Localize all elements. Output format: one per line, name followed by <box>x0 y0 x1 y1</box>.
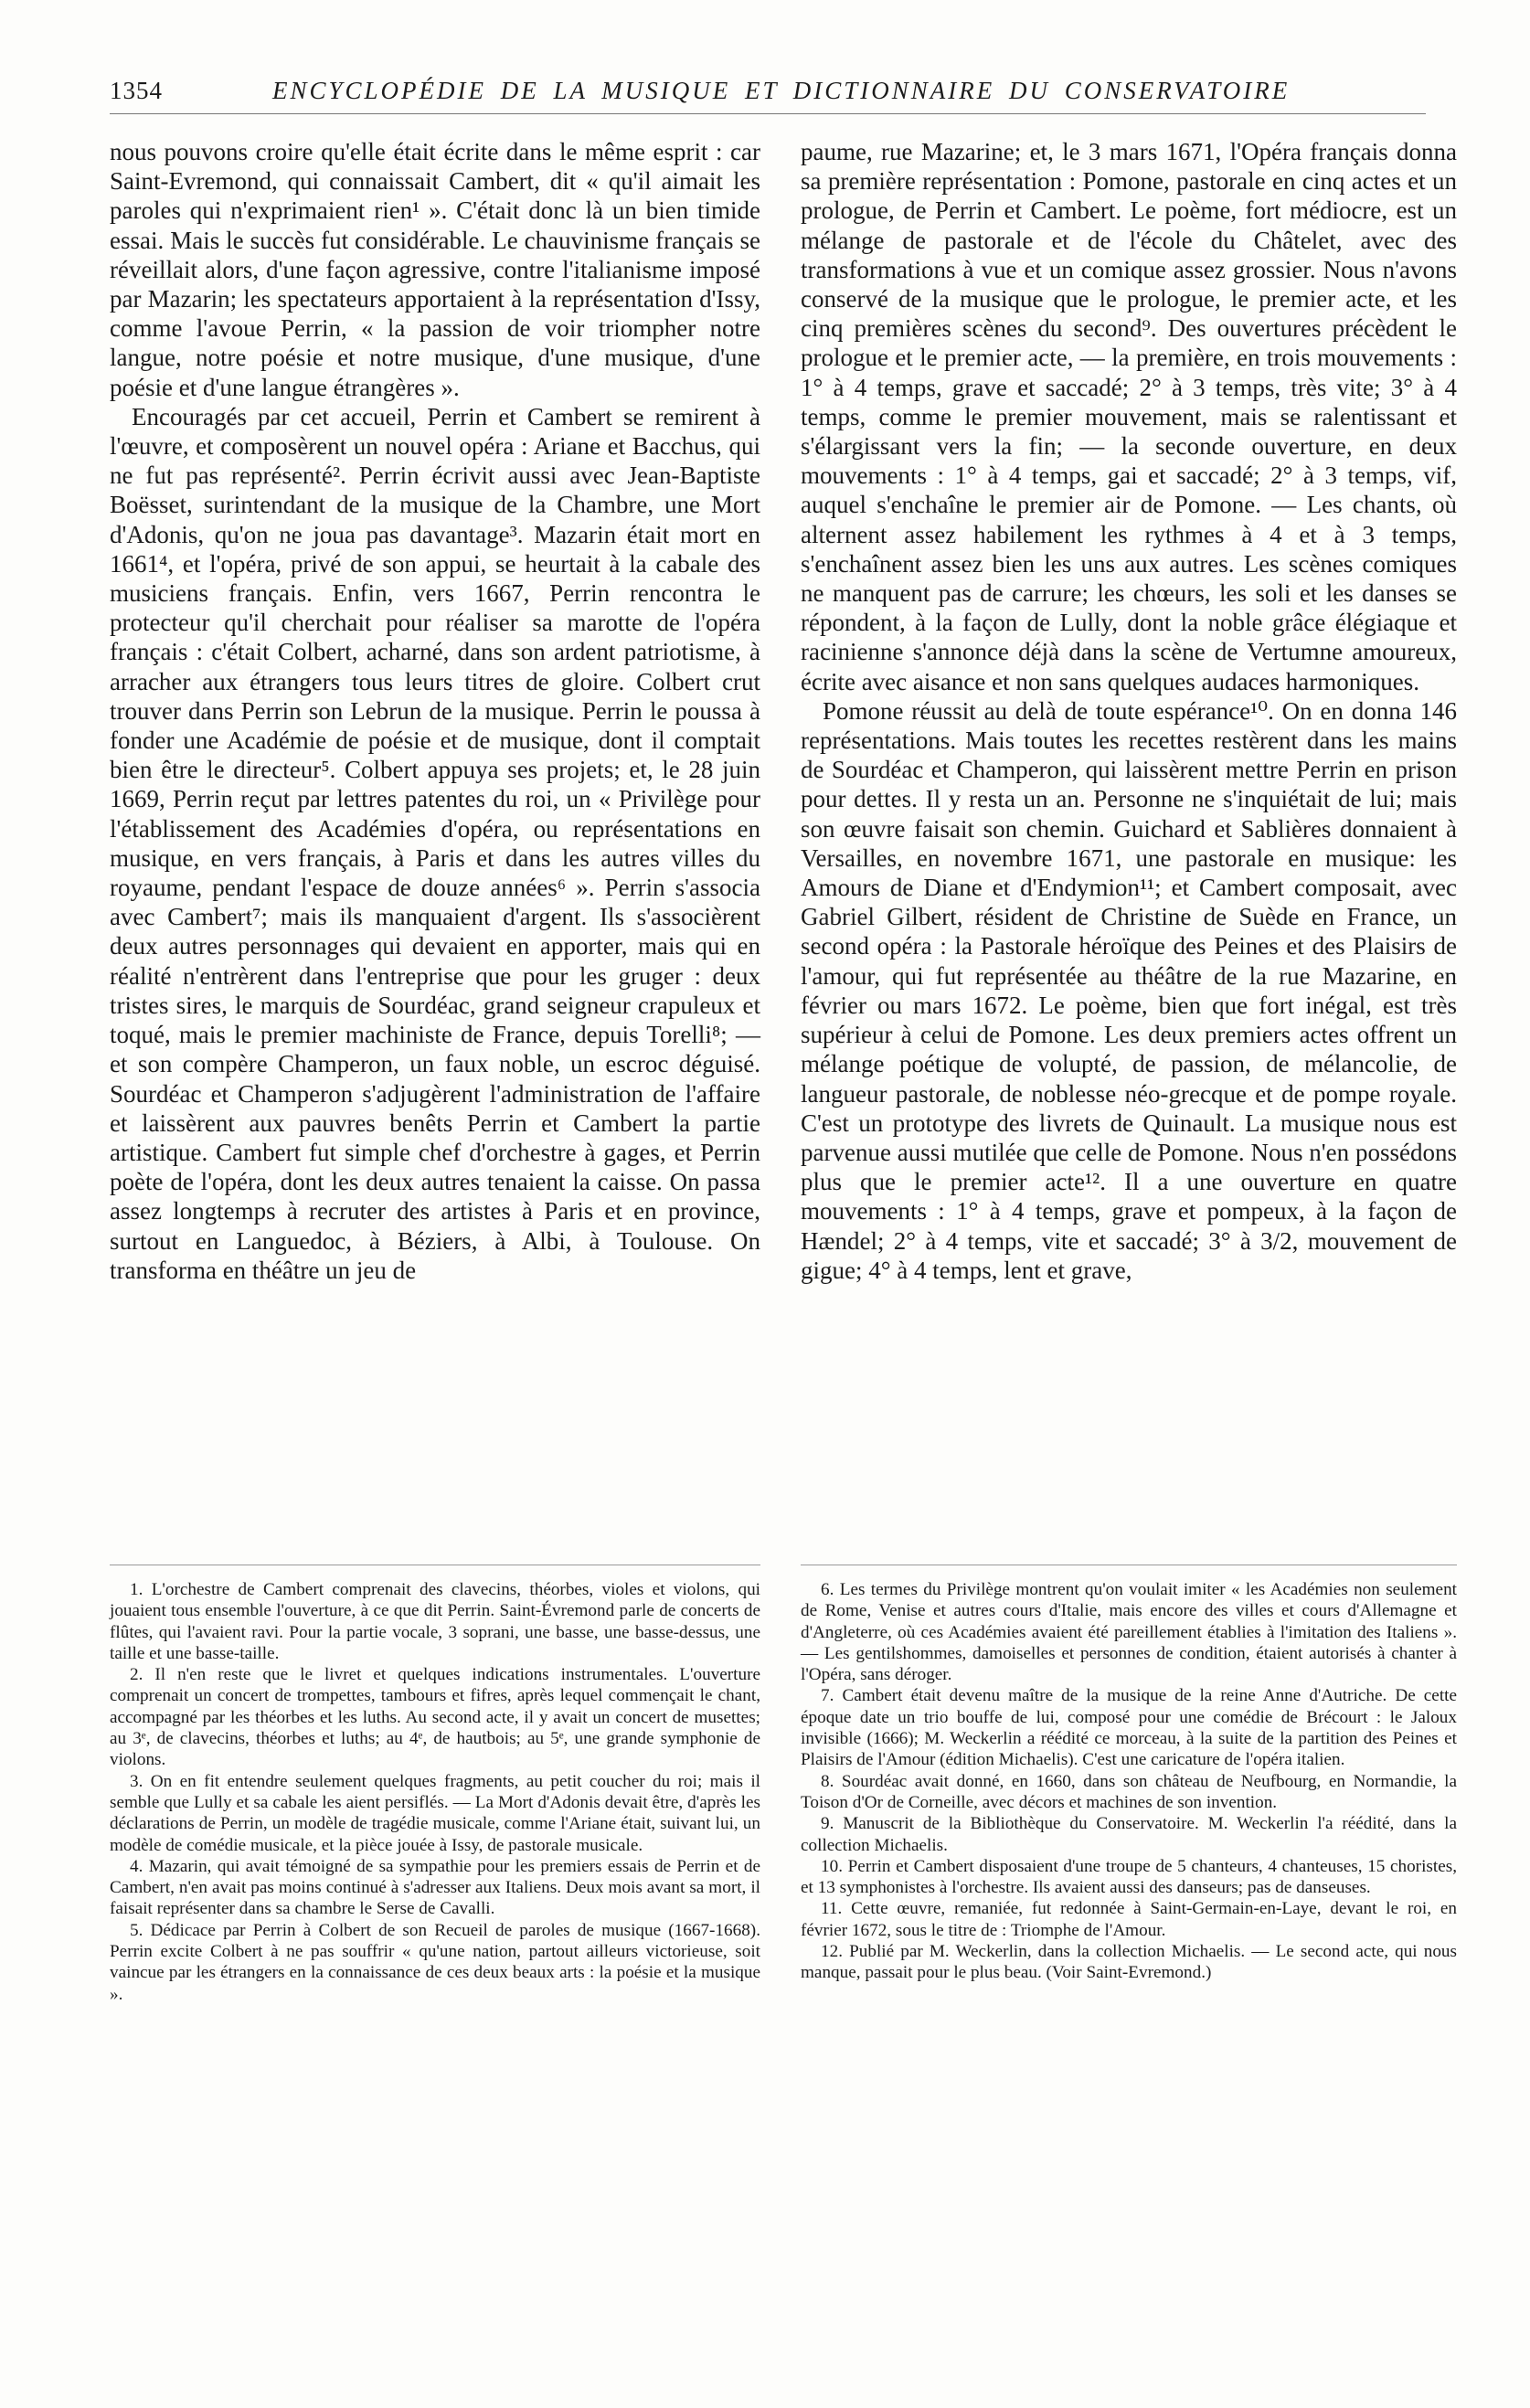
footnote: 1. L'orchestre de Cambert comprenait des clavecins, théorbes, violes et violons, qui jouaient tous ensemble l'ouverture, à ce que dit Perrin. Saint-Évremond parle de concerts de flûtes, qui l'avaient ravi. Pour la partie vocale, 3 soprani, une basse, une basse-dessus, une taille et une basse-taille. <box>110 1580 760 1663</box>
left-column <box>110 137 760 1285</box>
page-number: 1354 <box>110 77 163 104</box>
footnotes-left <box>110 1579 760 2005</box>
footnote: 6. Les termes du Privilège montrent qu'on voulait imiter « les Académies non seulement de Rome, Venise et autres cours d'Italie, mais encore des villes et cours d'Allemagne et d'Angleterre, où ces Académies avaient été pareillement établies à l'imitation des Italiens ». — Les gentilshommes, damoiselles et personnes de condition, étaient autorisés à chanter à l'Opéra, sans déroger. <box>801 1580 1457 1685</box>
paragraph: Pomone réussit au delà de toute espérance¹⁰. On en donna 146 représentations. Mais toutes les recettes restèrent dans les mains de Sourdéac et Champeron, qui laissèrent mettre Perrin en prison pour dettes. Il y resta un an. Personne ne s'inquiétait de lui; mais son œuvre faisait son chemin. Guichard et Sablières donnaient à Versailles, en novembre 1671, une pastorale en musique: les Amours de Diane et d'Endymion¹¹; et Cambert composait, avec Gabriel Gilbert, résident de Christine de Suède en France, un second opéra : la Pastorale héroïque des Peines et des Plaisirs de l'amour, qui fut représentée au théâtre de la rue Mazarine, en février ou mars 1672. Le poème, bien que fort inégal, est très supérieur à celui de Pomone. Les deux premiers actes offrent un mélange poétique de volupté, de passion, de mélancolie, de langueur pastorale, de noblesse néo-grecque et de pompe royale. C'est un prototype des livrets de Quinault. La musique nous est parvenue aussi mutilée que celle de Pomone. Nous n'en possédons plus que le premier acte¹². Il a une ouverture en quatre mouvements : 1° à 4 temps, grave et pompeux, à la façon de Hændel; 2° à 4 temps, vite et saccadé; 3° à 3/2, mouvement de gigue; 4° à 4 temps, lent et grave, <box>801 696 1457 1284</box>
footnote: 3. On en fit entendre seulement quelques fragments, au petit coucher du roi; mais il semble que Lully et sa cabale les aient persiflés. — La Mort d'Adonis devait être, d'après les déclarations de Perrin, un modèle de tragédie musicale, comme l'Ariane était, suivant lui, un modèle de comédie musicale, et la pièce jouée à Issy, de pastorale musicale. <box>110 1771 760 1855</box>
footnote: 4. Mazarin, qui avait témoigné de sa sympathie pour les premiers essais de Perrin et de Cambert, n'en avait pas moins continué à s'adresser aux Italiens. Deux mois avant sa mort, il faisait représenter dans sa chambre le Serse de Cavalli. <box>110 1856 760 1919</box>
footnote: 2. Il n'en reste que le livret et quelques indications instrumentales. L'ouverture comprenait un concert de trompettes, tambours et fifres, après lequel commençait le chant, accompagné par les théorbes et les luths. Au second acte, il y avait un concert de musettes; au 3ᵉ, de clavecins, théorbes et luths; au 4ᵉ, de hautbois; au 5ᵉ, une grande symphonie de violons. <box>110 1665 760 1770</box>
footnote: 8. Sourdéac avait donné, en 1660, dans son château de Neufbourg, en Normandie, la Toison d'Or de Corneille, avec décors et machines de son invention. <box>801 1771 1457 1812</box>
footnotes-right <box>801 1579 1457 1984</box>
footnote: 5. Dédicace par Perrin à Colbert de son Recueil de paroles de musique (1667-1668). Perrin excite Colbert à ne pas souffrir « qu'une nation, partout ailleurs victorieuse, soit vaincue par les étrangers en la connaissance de ces deux beaux arts : la poésie et la musique ». <box>110 1920 760 2004</box>
footnote: 12. Publié par M. Weckerlin, dans la collection Michaelis. — Le second acte, qui nous manque, passait pour le plus beau. (Voir Saint-Evremond.) <box>801 1942 1457 1983</box>
footnote: 7. Cambert était devenu maître de la musique de la reine Anne d'Autriche. De cette époque date un trio bouffe de lui, composé pour une comédie de Brécourt : le Jaloux invisible (1666); M. Weckerlin a réédité ce morceau, à la suite de la partition des Peines et Plaisirs de l'Amour (édition Michaelis). C'est une caricature de l'opéra italien. <box>801 1686 1457 1770</box>
paragraph: paume, rue Mazarine; et, le 3 mars 1671, l'Opéra français donna sa première représentation : Pomone, pastorale en cinq actes et un prologue, de Perrin et Cambert. Le poème, fort médiocre, est un mélange de pastorale et de l'école du Châtelet, avec des transformations à vue et un comique assez grossier. Nous n'avons conservé de la musique que le prologue, le premier acte, et les cinq premières scènes du second⁹. Des ouvertures précèdent le prologue et le premier acte, — la première, en trois mouvements : 1° à 4 temps, grave et saccadé; 2° à 3 temps, très vite; 3° à 4 temps, comme le premier mouvement, mais se ralentissant et s'élargissant vers la fin; — la seconde ouverture, en deux mouvements : 1° à 4 temps, gai et saccadé; 2° à 3 temps, vif, auquel s'enchaîne le premier air de Pomone. — Les chants, où alternent assez habilement les rythmes à 4 et à 3 temps, s'enchaînent assez bien les uns aux autres. Les scènes comiques ne manquent pas de carrure; les chœurs, les soli et les danses se répondent, à la façon de Lully, dont la noble grâce élégiaque et racinienne s'annonce déjà dans la scène de Vertumne amoureux, écrite avec aisance et non sans quelques audaces harmoniques. <box>801 138 1457 695</box>
paragraph: Encouragés par cet accueil, Perrin et Cambert se remirent à l'œuvre, et composèrent un nouvel opéra : Ariane et Bacchus, qui ne fut pas représenté². Perrin écrivit aussi avec Jean-Baptiste Boësset, surintendant de la musique de la Chambre, une Mort d'Adonis, qu'on ne joua pas davantage³. Mazarin était mort en 1661⁴, et l'opéra, privé de son appui, se heurtait à la cabale des musiciens français. Enfin, vers 1667, Perrin rencontra le protecteur qu'il cherchait pour réaliser sa marotte de l'opéra français : c'était Colbert, acharné, dans son ardent patriotisme, à arracher aux étrangers tous leurs titres de gloire. Colbert crut trouver dans Perrin son Lebrun de la musique. Perrin le poussa à fonder une Académie de poésie et de musique, dont il comptait bien être le directeur⁵. Colbert appuya ses projets; et, le 28 juin 1669, Perrin reçut par lettres patentes du roi, un « Privilège pour l'établissement des Académies d'opéra, ou représentations en musique, en vers français, à Paris et dans les autres villes du royaume, pendant l'espace de douze années⁶ ». Perrin s'associa avec Cambert⁷; mais ils manquaient d'argent. Ils s'associèrent deux autres personnages qui devaient en apporter, mais qui en réalité n'entrèrent dans l'entreprise que pour les gruger : deux tristes sires, le marquis de Sourdéac, grand seigneur crapuleux et toqué, mais le premier machiniste de France, depuis Torelli⁸; — et son compère Champeron, un faux noble, un escroc déguisé. Sourdéac et Champeron s'adjugèrent l'administration de l'affaire et laissèrent aux pauvres benêts Perrin et Cambert la partie artistique. Cambert fut simple chef d'orchestre à gages, et Perrin poète de l'opéra, dont les deux autres tenaient la caisse. On passa assez longtemps à recruter des artistes à Paris et en province, surtout en Languedoc, à Béziers, à Albi, à Toulouse. On transforma en théâtre un jeu de <box>110 402 760 1284</box>
footnote: 10. Perrin et Cambert disposaient d'une troupe de 5 chanteurs, 4 chanteuses, 15 choristes, et 13 symphonistes à l'orchestre. Ils avaient aussi des danseurs; pas de danseuses. <box>801 1856 1457 1898</box>
paragraph: nous pouvons croire qu'elle était écrite dans le même esprit : car Saint-Evremond, qui connaissait Cambert, dit « qu'il aimait les paroles qui n'exprimaient rien¹ ». C'était donc là un bien timide essai. Mais le succès fut considérable. Le chauvinisme français se réveillait alors, d'une façon agressive, contre l'italianisme imposé par Mazarin; les spectateurs apportaient à la représentation d'Issy, comme l'avoue Perrin, « la passion de voir triompher notre langue, notre poésie et notre musique, d'une musique, d'une poésie et d'une langue étrangères ». <box>110 138 760 401</box>
footnote: 11. Cette œuvre, remaniée, fut redonnée à Saint-Germain-en-Laye, devant le roi, en février 1672, sous le titre de : Triomphe de l'Amour. <box>801 1899 1457 1940</box>
running-header <box>110 77 1426 114</box>
footnote: 9. Manuscrit de la Bibliothèque du Conservatoire. M. Weckerlin l'a réédité, dans la collection Michaelis. <box>801 1814 1457 1855</box>
page-title: ENCYCLOPÉDIE DE LA MUSIQUE ET DICTIONNAIRE DU CONSERVATOIRE <box>272 77 1291 104</box>
right-column <box>801 137 1457 1285</box>
